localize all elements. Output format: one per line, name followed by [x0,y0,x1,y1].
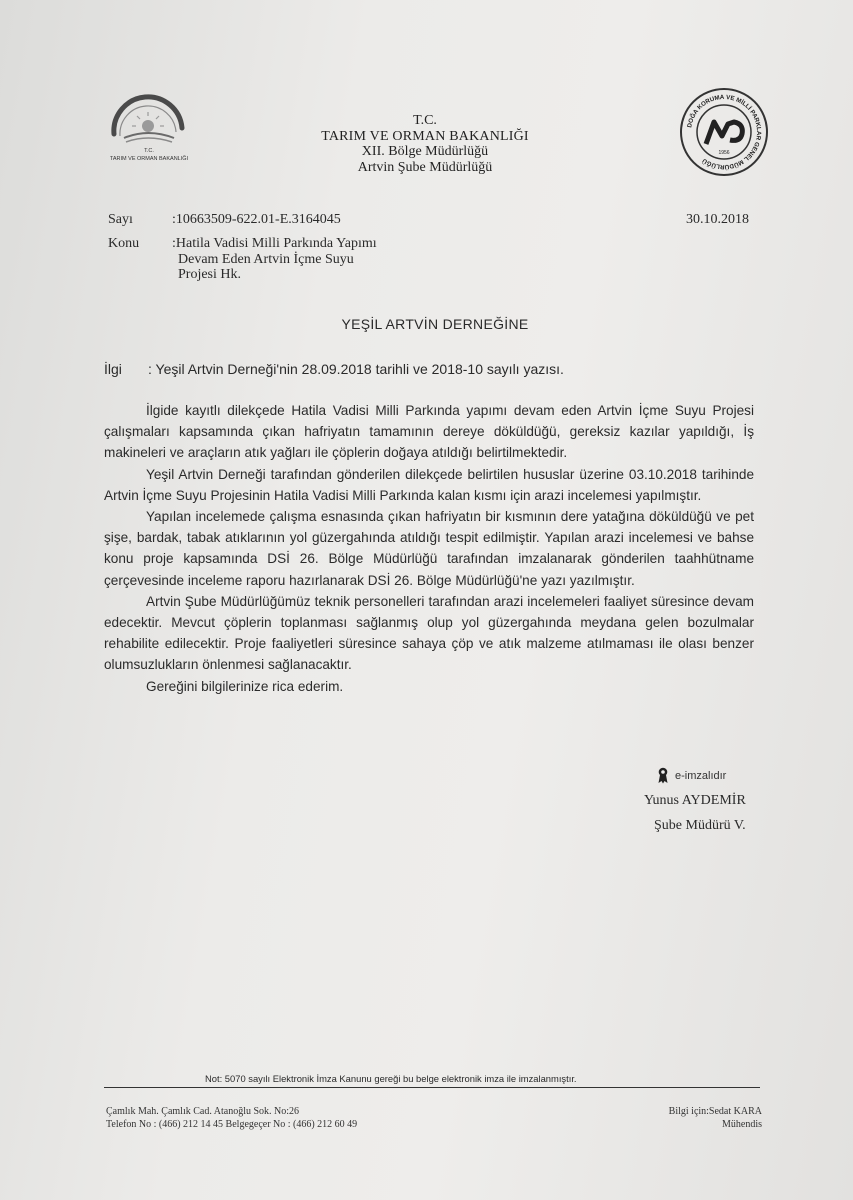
konu-line: Devam Eden Artvin İçme Suyu [178,251,354,267]
body-closing: Gereğini bilgilerinize rica ederim. [146,678,344,694]
footer-info-title: Mühendis [722,1118,762,1130]
logo-caption-ministry: TARIM VE ORMAN BAKANLIĞI [109,156,189,162]
header-ministry: TARIM VE ORMAN BAKANLIĞI [321,128,529,144]
signer-title: Şube Müdürü V. [654,818,746,833]
ribbon-icon [657,767,669,784]
footer-address: Çamlık Mah. Çamlık Cad. Atanoğlu Sok. No:26 [106,1106,300,1117]
header-branch: Artvin Şube Müdürlüğü [357,159,493,175]
logo-caption-tc: T.C. [144,148,154,154]
konu-line: Projesi Hk. [178,267,241,282]
footer-divider [104,1087,760,1088]
body-paragraph: İlgide kayıtlı dilekçede Hatila Vadisi Milli Parkında yapımı devam eden Artvin İçme Suyu Projesi çalışmaları kapsamında çıkan hafriyatın tamamının dereye döküldüğü, gereksiz kazılar yapıldığı, İş makineleri ve araçların atık yağları ile çöplerin doğaya atıldığı belirtilmektedir. [104,403,754,461]
footer-phone: Telefon No : (466) 212 14 45 Belgegeçer No : (466) 212 60 49 [106,1118,358,1130]
body-paragraph: Artvin Şube Müdürlüğümüz teknik personelleri tarafından arazi incelemeleri faaliyet süresince devam edecektir. Mevcut çöplerin toplanması sağlanmış olup yol güzergahında meydana gelen bozulmalar rehabilite edilecektir. Proje faaliyetleri süresince sahaya çöp ve atık malzeme atılmaması ile olası benzer olumsuzlukların önlenmesi sağlanacaktır. [104,593,754,673]
recipient-heading: YEŞİL ARTVİN DERNEĞİNE [341,316,529,332]
footer-info: Bilgi için:Sedat KARA [668,1106,762,1117]
header-region: XII. Bölge Müdürlüğü [361,144,489,159]
signer-name: Yunus AYDEMİR [644,793,746,808]
ilgi-text: : Yeşil Artvin Derneği'nin 28.09.2018 tarihli ve 2018-10 sayılı yazısı. [148,361,564,377]
e-signature-mark [657,767,726,784]
header-country: T.C. [413,113,437,128]
konu-label: Konu [108,236,140,251]
ministry-logo [104,88,194,164]
seal-ring-text: DOĞA KORUMA VE MİLLİ PARKLAR GENEL MÜDÜRLÜĞÜ [686,93,763,171]
sayi-value: :10663509-622.01-E.3164045 [172,212,341,227]
letter-body [104,400,754,697]
letterhead [290,113,560,175]
e-signature-label: e-imzalıdır [675,769,727,782]
national-parks-seal [678,86,770,178]
seal-year: 1956 [718,150,730,156]
konu-line: :Hatila Vadisi Milli Parkında Yapımı [172,236,377,251]
body-paragraph: Yapılan incelemede çalışma esnasında çıkan hafriyatın bir kısmının dere yatağına döküldüğü ve pet şişe, bardak, tabak atıklarının yol güzergahında atıldığı tespit edilmiştir. Yapılan arazi incelemesi ve bahse konu proje kapsamında DSİ 26. Bölge Müdürlüğü tarafından imzalanarak gönderilen taahhütname çerçevesinde inceleme raporu hazırlanarak DSİ 26. Bölge Müdürlüğü'ne yazı yazılmıştır. [104,509,754,588]
footer-note: Not: 5070 sayılı Elektronik İmza Kanunu gereği bu belge elektronik imza ile imzalanmıştır. [205,1073,577,1084]
footer-contact-block [620,1106,762,1131]
ilgi-label: İlgi [104,361,122,377]
footer-address-block [106,1106,357,1131]
body-paragraph: Yeşil Artvin Derneği tarafından gönderilen dilekçede belirtilen hususlar üzerine 03.10.2018 tarihinde Artvin İçme Suyu Projesinin Hatila Vadisi Milli Parkında kalan kısmı için arazi incelemesi yapılmıştır. [104,466,754,503]
sayi-label: Sayı [108,212,133,227]
document-date: 30.10.2018 [686,212,749,227]
konu-value [172,236,377,283]
